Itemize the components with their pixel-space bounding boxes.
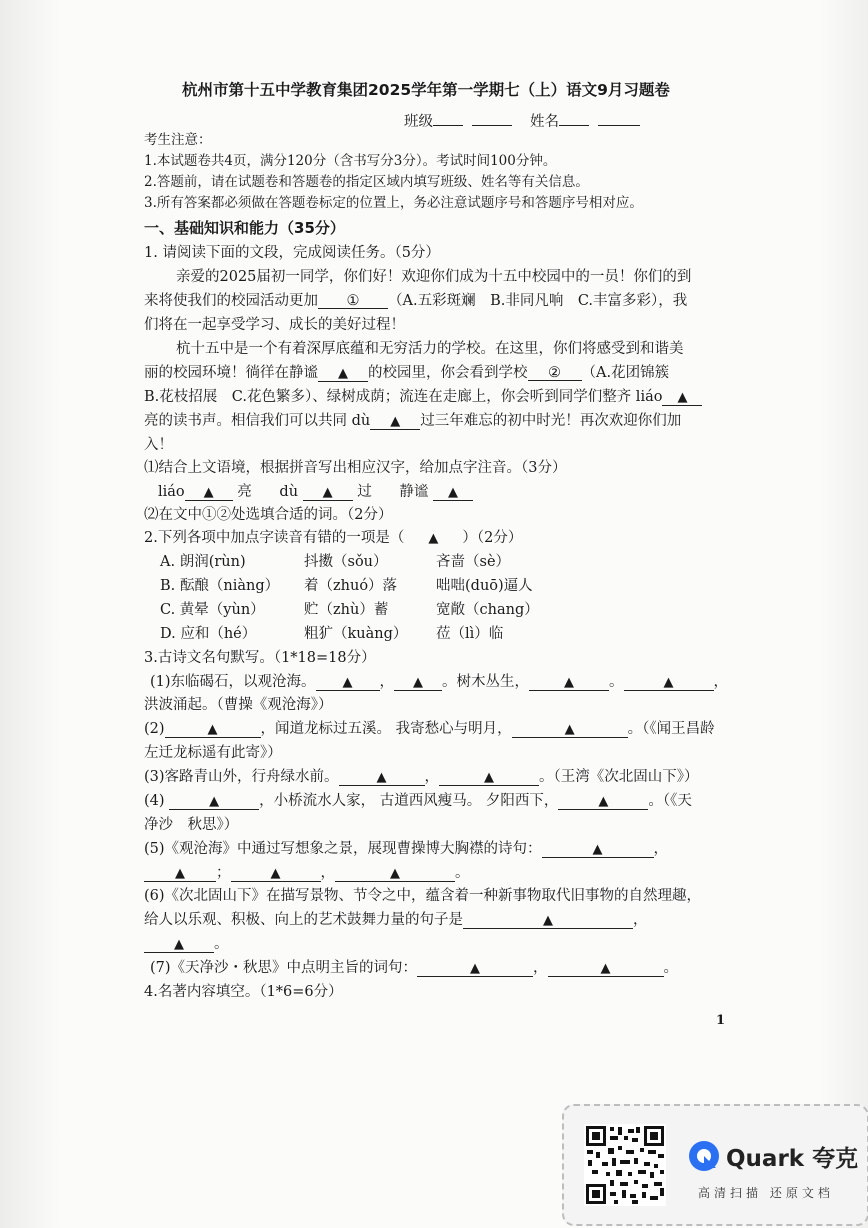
q1-sub2: ⑵在文中①②处选填合适的词。（2分）: [144, 507, 393, 523]
q3-line: (6)《次北固山下》在描写景物、节令之中，蕴含着一种新事物取代旧事物的自然理趣，: [144, 888, 702, 904]
answer-blank[interactable]: ▲: [558, 792, 648, 810]
answer-blank[interactable]: ▲: [463, 911, 633, 929]
answer-blank[interactable]: ▲: [439, 768, 539, 786]
q3-line: ▲ 。: [144, 934, 229, 954]
q1-passage-line: 亮的读书声。相信我们可以共同 dù ▲ 过三年难忘的初中时光！再次欢迎你们加: [144, 413, 682, 429]
notice-item: 2.答题前，请在试题卷和答题卷的指定区域内填写班级、姓名等有关信息。: [144, 174, 589, 190]
q1-passage-line: 丽的校园环境！徜徉在静谧 ▲ 的校园里，你会看到学校 ② （A.花团锦簇: [144, 365, 670, 381]
q3-line: 给人以乐观、积极、向上的艺术鼓舞力量的句子是 ▲ ，: [144, 912, 648, 928]
q3-line: (1)东临碣石，以观沧海。 ▲ ， ▲ 。树木丛生， ▲ 。 ▲ ，: [150, 674, 729, 690]
answer-blank[interactable]: ▲: [512, 720, 628, 738]
answer-blank[interactable]: ▲: [335, 864, 455, 882]
quark-logo-icon: [688, 1140, 720, 1172]
notice-item: 1.本试题卷共4页，满分120分（含书写分3分）。考试时间100分钟。: [144, 153, 557, 169]
q3-line: 洪波涌起。（曹操《观沧海》）: [144, 697, 333, 713]
q4-prompt: 4.名著内容填空。（1*6=6分）: [144, 984, 343, 1000]
answer-blank[interactable]: ▲: [417, 959, 533, 977]
q2-option: 莅（lì）临: [436, 626, 504, 642]
q2-option: D. 应和（hé）: [160, 626, 257, 642]
q3-line: (5)《观沧海》中通过写想象之景，展现曹操博大胸襟的诗句： ▲ ，: [144, 841, 669, 857]
q3-prompt: 3.古诗文名句默写。（1*18=18分）: [144, 650, 376, 666]
answer-blank[interactable]: ①: [318, 291, 388, 309]
quark-brand: Quark 夸克: [726, 1146, 859, 1172]
name-field: 姓名: [530, 108, 640, 132]
q2-option: C. 黄晕（yùn）: [160, 602, 265, 618]
q3-line: (4) ▲ ，小桥流水人家， 古道西风瘦马。 夕阳西下， ▲ 。（《天: [144, 793, 692, 809]
answer-blank[interactable]: ▲: [370, 412, 420, 430]
q2-option: 粗犷（kuàng）: [304, 626, 408, 642]
answer-blank[interactable]: ▲: [144, 935, 214, 953]
q3-line: (7)《天净沙・秋思》中点明主旨的词句： ▲ ， ▲ 。: [150, 960, 679, 976]
q2-option: 宽敞（chang）: [436, 602, 539, 618]
q1-passage-line: B.花枝招展 C.花色繁多）、绿树成荫；流连在走廊上，你会听到同学们整齐 liáo ▲: [144, 387, 702, 407]
q1-passage-line: 们将在一起享受学习、成长的美好过程！: [144, 317, 405, 333]
q3-line: ▲ ； ▲ ， ▲ 。: [144, 863, 470, 883]
q1-passage-line: 亲爱的2025届初一同学，你们好！欢迎你们成为十五中校园中的一员！你们的到: [176, 269, 692, 285]
q2-option: 贮（zhù）蓄: [304, 602, 389, 618]
q1-passage-line: 来将使我们的校园活动更加 ① （A.五彩斑斓 B.非同凡响 C.丰富多彩），我: [144, 293, 688, 309]
q1-prompt: 1. 请阅读下面的文段，完成阅读任务。（5分）: [144, 245, 440, 261]
answer-blank[interactable]: ▲: [394, 673, 442, 691]
answer-blank[interactable]: ▲: [316, 673, 380, 691]
answer-blank[interactable]: ▲: [662, 388, 702, 406]
q1-sub1-answers: liáo ▲ 亮 dù ▲ 过 静谧 ▲: [158, 482, 473, 502]
answer-blank[interactable]: ▲: [339, 768, 425, 786]
notice-item: 3.所有答案都必须做在答题卷标定的位置上，务必注意试题序号和答题序号相对应。: [144, 195, 643, 211]
page-number: 1: [716, 1013, 726, 1028]
q2-prompt: 2.下列各项中加点字读音有错的一项是（ ▲ ）（2分）: [144, 528, 522, 549]
answer-blank[interactable]: ▲: [144, 864, 216, 882]
qr-code-icon: [584, 1124, 666, 1206]
quark-tagline: 高清扫描 还原文档: [698, 1186, 834, 1200]
class-field: 班级: [404, 108, 512, 132]
q2-option: A. 朗润(rùn): [160, 554, 246, 570]
q1-sub1: ⑴结合上文语境，根据拼音写出相应汉字，给加点字注音。（3分）: [144, 460, 567, 476]
q3-line: (2) ▲ ，闻道龙标过五溪。 我寄愁心与明月， ▲ 。（《闻王昌龄: [144, 721, 715, 737]
answer-blank[interactable]: ▲: [548, 959, 664, 977]
answer-blank[interactable]: ▲: [185, 483, 233, 501]
q2-option: 吝啬（sè）: [436, 554, 511, 570]
answer-blank[interactable]: ▲: [529, 673, 609, 691]
section-heading: 一、基础知识和能力（35分）: [144, 219, 345, 237]
answer-blank[interactable]: ▲: [624, 673, 714, 691]
answer-blank[interactable]: ▲: [318, 364, 368, 382]
q2-option: 咄咄(duō)逼人: [436, 578, 533, 594]
answer-blank[interactable]: ▲: [303, 483, 353, 501]
answer-blank[interactable]: ▲: [169, 792, 259, 810]
q2-option: 着（zhuó）落: [304, 578, 398, 594]
q3-line: 左迁龙标遥有此寄》）: [144, 745, 282, 761]
q1-passage-line: 杭十五中是一个有着深厚底蕴和无穷活力的学校。在这里，你们将感受到和谐美: [176, 341, 684, 357]
q3-line: 净沙 秋思》）: [144, 817, 239, 833]
answer-blank[interactable]: ▲: [165, 720, 261, 738]
q1-passage-line: 入！: [144, 437, 173, 453]
answer-blank[interactable]: ▲: [231, 864, 321, 882]
q2-option: 抖擞（sǒu）: [304, 554, 388, 570]
q3-line: (3)客路青山外，行舟绿水前。 ▲ ， ▲ 。（王湾《次北固山下》）: [144, 769, 699, 785]
q2-option: B. 酝酿（niàng）: [160, 578, 280, 594]
notice-heading: 考生注意：: [144, 132, 212, 148]
exam-title: 杭州市第十五中学教育集团2025学年第一学期七（上）语文9月习题卷: [182, 81, 670, 99]
answer-blank[interactable]: ▲: [433, 483, 473, 501]
quark-watermark: [562, 1104, 868, 1226]
answer-slot[interactable]: ▲: [428, 531, 439, 546]
answer-blank[interactable]: ▲: [542, 840, 654, 858]
answer-blank[interactable]: ②: [528, 363, 582, 381]
